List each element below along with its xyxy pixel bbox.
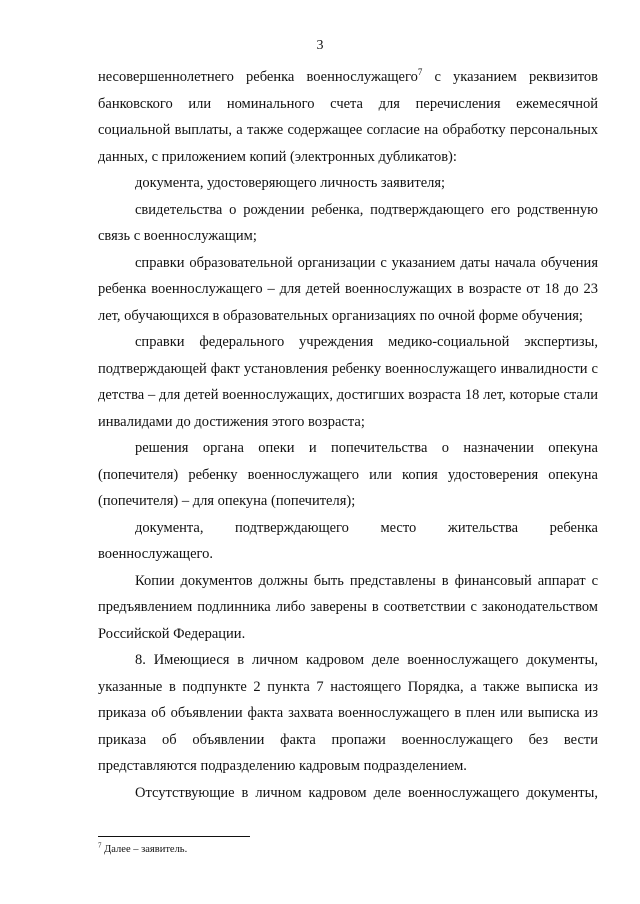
list-item-birth-certificate: свидетельства о рождении ребенка, подтверждающего его родственную связь с военнослужащим; (98, 201, 598, 244)
footnote-text: Далее – заявитель. (104, 844, 188, 855)
opening-text: несовершеннолетнего ребенка военнослужащего (98, 69, 418, 85)
list-item-education-certificate: справки образовательной организации с указанием даты начала обучения ребенка военнослужащего – для детей военнослужащих в возрасте от 18 до 23 лет, обучающихся в образовательных организациях по очной форме обучения; (98, 254, 598, 324)
list-item-disability-certificate: справки федерального учреждения медико-социальной экспертизы, подтверждающей факт установления ребенку военнослужащего инвалидности с детства – для детей военнослужащих, достигших возраста 18 лет, которые стали инвалидами до достижения этого возраста; (98, 334, 598, 430)
document-body (98, 64, 598, 806)
list-item-residence-document: документа, подтверждающего место жительства ребенка военнослужащего. (98, 519, 598, 562)
list-item-guardianship-decision: решения органа опеки и попечительства о назначении опекуна (попечителя) ребенку военнослужащего или копия удостоверения опекуна (попечителя) – для опекуна (попечителя); (98, 440, 598, 509)
footnote (98, 841, 188, 855)
footnote-separator (98, 836, 250, 837)
paragraph-opening-line (98, 64, 598, 91)
page-bottom-edge (0, 899, 640, 904)
paragraph-missing-documents: Отсутствующие в личном кадровом деле военнослужащего документы, (135, 784, 598, 801)
paragraph-item-8: 8. Имеющиеся в личном кадровом деле военнослужащего документы, указанные в подпункте 2 пункта 7 настоящего Порядка, а также выписка из приказа об объявлении факта захвата военнослужащего в плен или выписка из приказа об объявлении факта пропажи военнослужащего без вести представляются подразделению кадровым подразделением. (98, 652, 598, 774)
footnote-number: 7 (98, 841, 102, 850)
list-item-identity-document: документа, удостоверяющего личность заявителя; (135, 175, 446, 191)
paragraph-copies-requirements: Копии документов должны быть представлены в финансовый аппарат с предъявлением подлинника либо заверены в соответствии с законодательством Российской Федерации. (98, 572, 598, 642)
paragraph-application-details: банковского или номинального счета для перечисления ежемесячной социальной выплаты, а также содержащее согласие на обработку персональных данных, с приложением копий (электронных дубликатов): (98, 95, 598, 165)
page-number: 3 (316, 38, 324, 53)
footnote-reference: 7 (417, 67, 423, 78)
opening-text-continued: с указанием реквизитов (434, 69, 599, 85)
